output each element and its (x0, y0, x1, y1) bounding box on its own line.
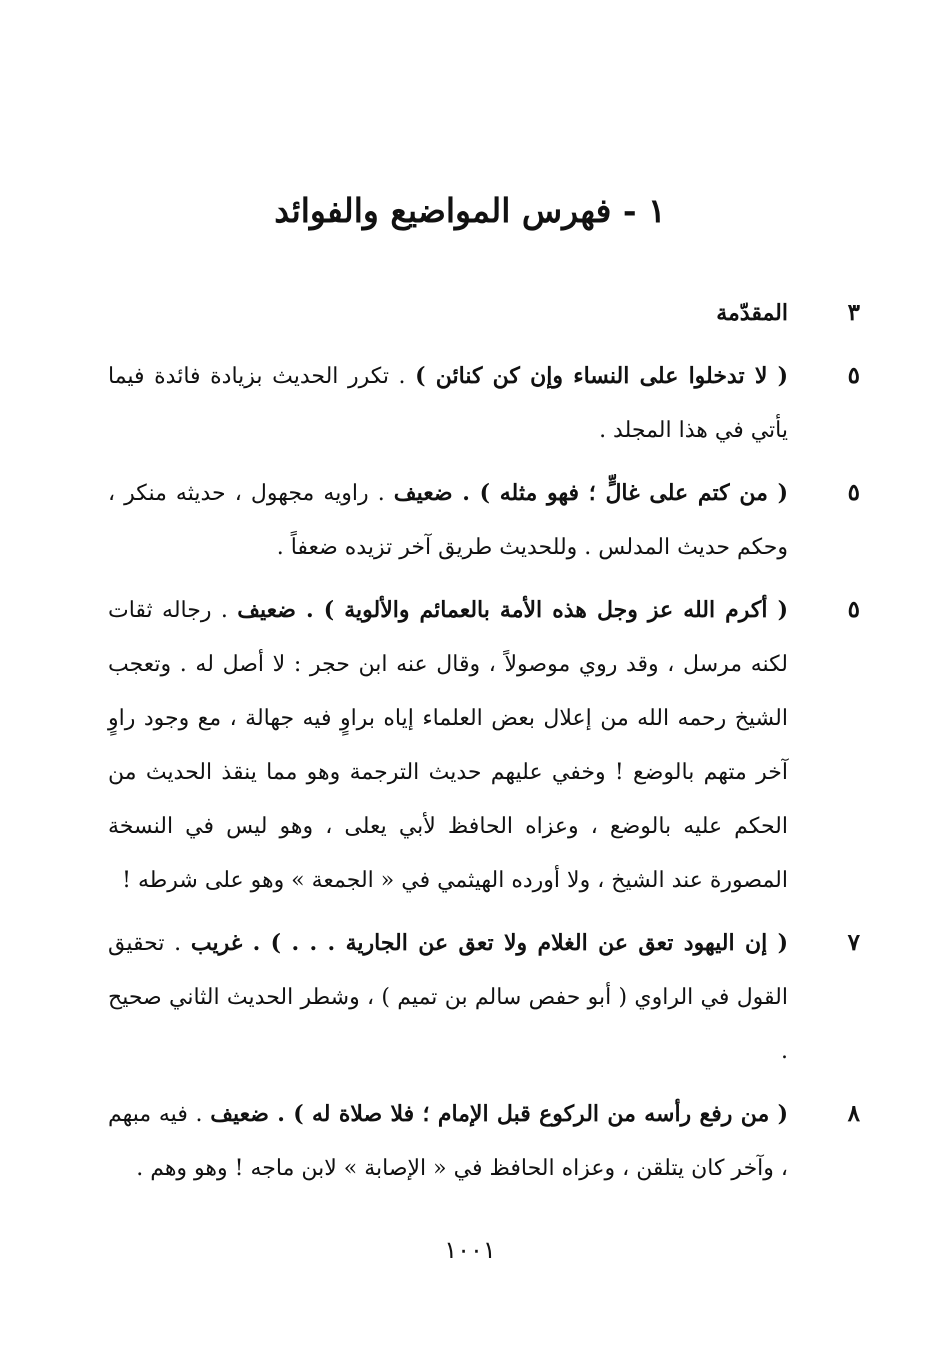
index-entry (108, 466, 860, 575)
entry-page-number: ٥ (847, 596, 860, 623)
entry-text (108, 583, 788, 908)
entry-hadith-quote: ( لا تدخلوا على النساء وإن كن كنائن ) (415, 363, 789, 389)
entry-hadith-quote: ( أكرم الله عز وجل هذه الأمة بالعمائم والألوية ) . ضعيف (237, 597, 788, 623)
entry-text (108, 349, 788, 458)
entry-page-number: ٧ (847, 929, 860, 956)
entry-commentary: . راويه مجهول ، حديثه منكر ، وحكم حديث المدلس . وللحديث طريق آخر تزيده ضعفاً . (108, 481, 788, 560)
index-entries (108, 286, 860, 1204)
entry-text (108, 916, 788, 1079)
entry-commentary: . تحقيق القول في الراوي ( أبو حفص سالم بن تميم ) ، وشطر الحديث الثاني صحيح . (108, 931, 788, 1064)
index-entry (108, 286, 860, 341)
entry-text (108, 466, 788, 575)
entry-text (108, 286, 788, 341)
page-number-footer: ١٠٠١ (444, 1236, 496, 1264)
index-entry (108, 916, 860, 1079)
entry-commentary: . رجاله ثقات لكنه مرسل ، وقد روي موصولاً ، وقال عنه ابن حجر : لا أصل له . وتعجب الشيخ رحمه الله من إعلال بعض العلماء إياه براوٍ فيه جهالة ، مع وجود راوٍ آخر متهم بالوضع ! وخفي عليهم حديث الترجمة وهو مما ينقذ الحديث من الحكم عليه بالوضع ، وعزاه الحافظ لأبي يعلى ، وهو ليس في النسخة المصورة عند الشيخ ، ولا أورده الهيثمي في « الجمعة » وهو على شرطه ! (108, 598, 788, 893)
entry-text (108, 1087, 788, 1196)
entry-page-number: ٣ (847, 299, 860, 326)
entry-commentary: . فيه مبهم ، وآخر كان يتلقن ، وعزاه الحافظ في « الإصابة » لابن ماجه ! وهو وهم . (108, 1102, 788, 1181)
entry-heading: المقدّمة (716, 300, 788, 326)
entry-hadith-quote: ( من رفع رأسه من الركوع قبل الإمام ؛ فلا صلاة له ) . ضعيف (210, 1101, 788, 1127)
entry-page-number: ٥ (847, 362, 860, 389)
entry-commentary: . تكرر الحديث بزيادة فائدة فيما يأتي في هذا المجلد . (108, 364, 788, 443)
entry-hadith-quote: ( إن اليهود تعق عن الغلام ولا تعق عن الجارية . . . ) . غريب (190, 930, 789, 956)
page-title: ١ - فهرس المواضيع والفوائد (274, 191, 666, 230)
index-entry (108, 1087, 860, 1196)
entry-hadith-quote: ( من كتم على غالٍّ ؛ فهو مثله ) . ضعيف (393, 480, 788, 506)
index-entry (108, 349, 860, 458)
entry-page-number: ٨ (847, 1100, 860, 1127)
entry-page-number: ٥ (847, 479, 860, 506)
index-entry (108, 583, 860, 908)
